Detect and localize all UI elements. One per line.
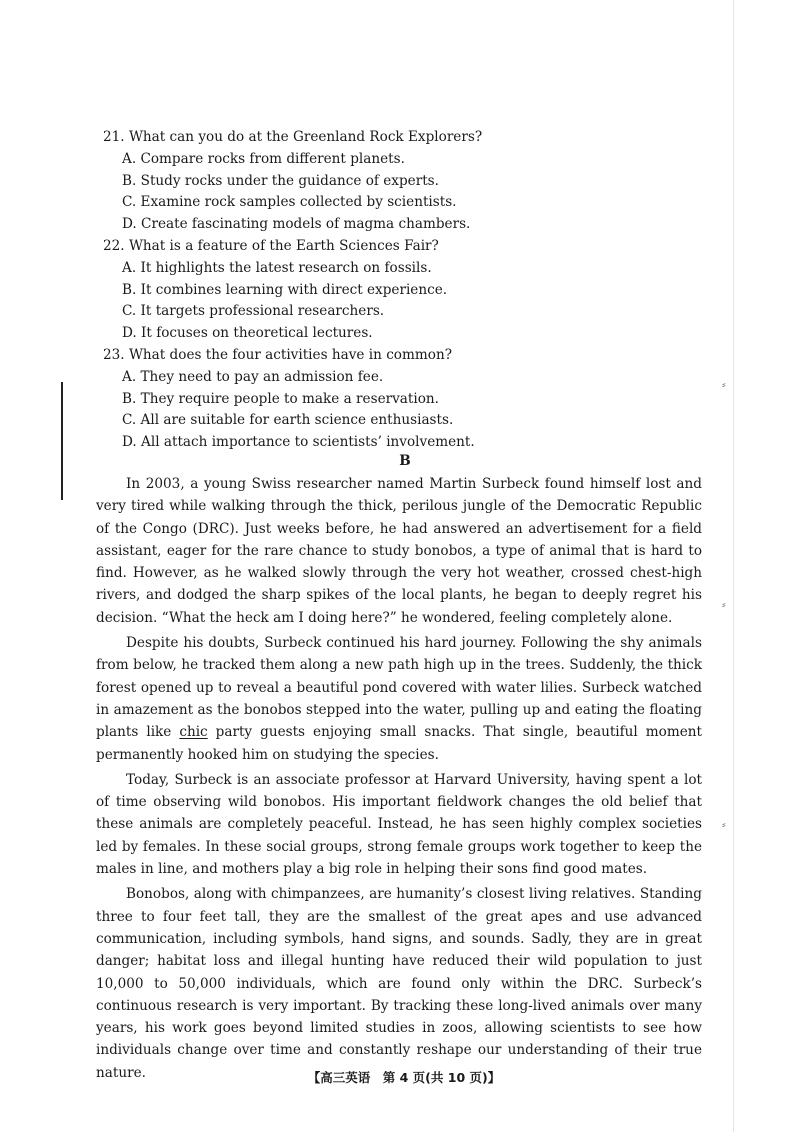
passage-paragraph-2 <box>96 632 702 766</box>
answer-option: C. All are suitable for earth science enthusiasts. <box>122 412 454 429</box>
question-stem: 22. What is a feature of the Earth Sciences Fair? <box>103 237 439 254</box>
answer-option: B. Study rocks under the guidance of experts. <box>122 172 439 189</box>
answer-option: D. It focuses on theoretical lectures. <box>122 325 373 342</box>
passage-paragraph-1: In 2003, a young Swiss researcher named Martin Surbeck found himself lost and very tired while walking through the thick, perilous jungle of the Democratic Republic of the Congo (DRC). Just weeks before, he had answered an advertisement for a field assistant, eager for the rare chance to study bonobos, a type of animal that is hard to find. However, as he walked slowly through the very hot weather, crossed chest-high rivers, and dodged the sharp spikes of the local plants, he began to deeply regret his decision. “What the heck am I doing here?” he wondered, feeling completely alone. <box>96 476 702 626</box>
question-block <box>103 127 743 454</box>
answer-option: A. They need to pay an admission fee. <box>122 368 384 385</box>
paragraph-text: party guests enjoying small snacks. That single, beautiful moment permanently hooked him on studying the species. <box>96 724 703 763</box>
edge-mark: ⸗ <box>722 598 726 611</box>
question-22 <box>103 236 743 345</box>
paragraph-text: Despite his doubts, Surbeck continued his hard journey. Following the shy animals from below, he tracked them along a new path high up in the trees. Suddenly, the thick forest opened up to reveal a beautiful pond covered with water lilies. Surbeck watched in amazement as the bonobos stepped into the water, pulling up and eating the floating plants like <box>96 635 702 741</box>
question-stem: 23. What does the four activities have in common? <box>103 346 452 363</box>
question-stem: 21. What can you do at the Greenland Rock Explorers? <box>103 129 483 145</box>
answer-option: C. It targets professional researchers. <box>122 303 385 320</box>
answer-option: D. All attach importance to scientists’ involvement. <box>122 434 475 451</box>
section-heading: B <box>399 453 411 469</box>
answer-option: B. They require people to make a reservation. <box>122 390 439 407</box>
edge-mark: ⸗ <box>722 818 726 831</box>
passage-paragraph-4: Bonobos, along with chimpanzees, are humanity’s closest living relatives. Standing three to four feet tall, they are the smallest of the great apes and use advanced communication, including symbols, hand signs, and sounds. Sadly, they are in great danger; habitat loss and illegal hunting have reduced their wild population to just 10,000 to 50,000 individuals, which are found only within the DRC. Surbeck’s continuous research is very important. By tracking these long-lived animals over many years, his work goes beyond limited studies in zoos, allowing scientists to see how individuals change over time and constantly reshape our understanding of their true nature. <box>96 886 702 1081</box>
answer-option: C. Examine rock samples collected by scientists. <box>122 194 457 211</box>
answer-option: B. It combines learning with direct experience. <box>122 281 448 298</box>
edge-mark: ⸗ <box>722 378 726 391</box>
margin-mark <box>61 382 63 500</box>
answer-option: A. Compare rocks from different planets. <box>122 150 405 167</box>
question-23 <box>103 345 743 454</box>
answer-option: D. Create fascinating models of magma chambers. <box>122 216 471 233</box>
answer-option: A. It highlights the latest research on fossils. <box>122 259 432 276</box>
page-footer: 【高三英语 第 4 页(共 10 页)】 <box>307 1070 501 1085</box>
reading-passage <box>96 473 702 1087</box>
passage-paragraph-3: Today, Surbeck is an associate professor at Harvard University, having spent a lot of time observing wild bonobos. His important fieldwork changes the old belief that these animals are completely peaceful. Instead, he has seen highly complex societies led by females. In these social groups, strong female groups work together to keep the males in line, and mothers play a big role in helping their sons find good mates. <box>96 771 702 878</box>
question-21 <box>103 127 743 236</box>
underlined-word: chic <box>179 724 208 741</box>
